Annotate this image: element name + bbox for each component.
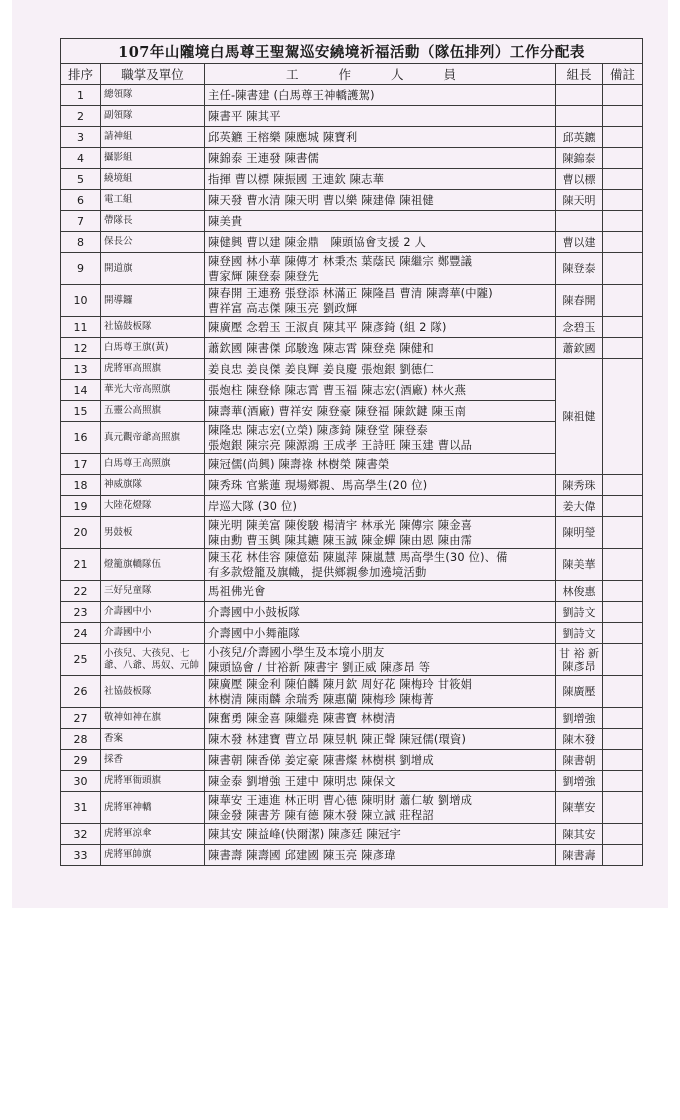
row-unit: 採香	[101, 750, 205, 771]
row-staff	[205, 454, 556, 475]
table-row	[61, 549, 643, 581]
staff-line: 陳金發 陳書芳 陳有德 陳木發 陳立誠 莊程詔	[208, 808, 434, 822]
table-row	[61, 475, 643, 496]
row-staff	[205, 549, 556, 581]
table-row	[61, 676, 643, 708]
row-order: 2	[61, 106, 101, 127]
row-unit: 副領隊	[101, 106, 205, 127]
row-note	[603, 338, 643, 359]
row-staff	[205, 127, 556, 148]
row-staff	[205, 232, 556, 253]
table-row	[61, 253, 643, 285]
row-unit: 虎將軍帥旗	[101, 845, 205, 866]
row-note	[603, 127, 643, 148]
row-leader: 陳其安	[556, 824, 603, 845]
table-row	[61, 517, 643, 549]
row-note	[603, 190, 643, 211]
row-unit: 三好兒童隊	[101, 581, 205, 602]
table-row	[61, 232, 643, 253]
row-unit: 真元觀帝爺高照旗	[101, 422, 205, 454]
staff-line: 主任-陳書建 (白馬尊王神轎護駕)	[208, 88, 375, 102]
row-order: 27	[61, 708, 101, 729]
staff-line: 邱英鑣 王榕樂 陳應城 陳寶利	[208, 130, 358, 144]
table-row	[61, 401, 643, 422]
staff-line: 陳玉花 林佳容 陳億茹 陳嵐萍 陳嵐慧 馬高學生(30 位)、備	[208, 550, 508, 564]
header-leader: 組長	[556, 64, 603, 85]
row-note	[603, 549, 643, 581]
row-note	[603, 750, 643, 771]
table-row	[61, 581, 643, 602]
row-leader: 劉詩文	[556, 623, 603, 644]
table-row	[61, 644, 643, 676]
row-leader: 劉詩文	[556, 602, 603, 623]
row-unit: 男鼓板	[101, 517, 205, 549]
staff-line: 陳錦泰 王連發 陳書儒	[208, 151, 320, 165]
row-note	[603, 845, 643, 866]
row-order: 20	[61, 517, 101, 549]
table-row	[61, 422, 643, 454]
staff-line: 陳廣壓 念碧玉 王淑貞 陳其平 陳彥錡 (組 2 隊)	[208, 320, 447, 334]
table-row	[61, 85, 643, 106]
row-unit: 大陸花燈隊	[101, 496, 205, 517]
row-note	[603, 169, 643, 190]
document-sheet	[12, 0, 668, 908]
row-note	[603, 729, 643, 750]
header-unit: 職掌及單位	[101, 64, 205, 85]
header-order: 排序	[61, 64, 101, 85]
row-unit: 白馬尊王旗(黃)	[101, 338, 205, 359]
row-leader: 陳華安	[556, 792, 603, 824]
row-staff	[205, 581, 556, 602]
row-unit: 虎將軍高照旗	[101, 359, 205, 380]
table-row	[61, 845, 643, 866]
staff-line: 岸巡大隊 (30 位)	[208, 499, 298, 513]
staff-line: 陳秀珠 官紫蓮 現場鄉親、馬高學生(20 位)	[208, 478, 428, 492]
row-leader: 蕭欽國	[556, 338, 603, 359]
table-row	[61, 771, 643, 792]
row-note	[603, 211, 643, 232]
staff-line: 曹祥富 高志傑 陳玉亮 劉政輝	[208, 301, 358, 315]
row-order: 12	[61, 338, 101, 359]
row-unit: 虎將軍衙頭旗	[101, 771, 205, 792]
row-note	[603, 475, 643, 496]
row-note	[603, 148, 643, 169]
table-row	[61, 285, 643, 317]
staff-line: 陳健興 曹以建 陳金鼎 陳頭協會支援 2 人	[208, 235, 426, 249]
row-order: 28	[61, 729, 101, 750]
row-staff	[205, 729, 556, 750]
row-note	[603, 581, 643, 602]
row-staff	[205, 359, 556, 380]
row-note	[603, 232, 643, 253]
row-unit: 開道旗	[101, 253, 205, 285]
row-note	[603, 496, 643, 517]
row-unit: 帶隊長	[101, 211, 205, 232]
staff-line: 指揮 曹以標 陳振國 王連欽 陳志華	[208, 172, 385, 186]
staff-line: 陳壽華(酒廠) 曹祥安 陳登豪 陳登福 陳欽鍵 陳玉南	[208, 404, 467, 418]
row-order: 14	[61, 380, 101, 401]
table-row	[61, 824, 643, 845]
row-order: 19	[61, 496, 101, 517]
row-leader: 陳書朝	[556, 750, 603, 771]
row-note	[603, 824, 643, 845]
row-staff	[205, 401, 556, 422]
table-body	[61, 85, 643, 866]
staff-line: 陳光明 陳美富 陳俊駿 楊清宇 林承光 陳傳宗 陳金喜	[208, 518, 473, 532]
staff-line: 陳隆忠 陳志宏(立榮) 陳彥錡 陳登堂 陳登泰	[208, 423, 428, 437]
row-leader: 陳錦泰	[556, 148, 603, 169]
table-row	[61, 190, 643, 211]
staff-line: 林樹清 陳雨麟 余瑞秀 陳惠蘭 陳梅珍 陳梅菁	[208, 692, 434, 706]
row-leader: 陳春開	[556, 285, 603, 317]
row-staff	[205, 676, 556, 708]
table-row	[61, 338, 643, 359]
staff-line: 張炮柱 陳登條 陳志霄 曹玉福 陳志宏(酒廠) 林火燕	[208, 383, 467, 397]
row-note	[603, 106, 643, 127]
staff-line: 陳木發 林建寶 曹立昂 陳昱帆 陳正聲 陳冠儒(環資)	[208, 732, 467, 746]
staff-line: 有多款燈籠及旗幟，提供鄉親參加遶境活動	[208, 565, 427, 579]
row-unit: 虎將軍涼傘	[101, 824, 205, 845]
staff-line: 陳奮勇 陳金喜 陳繼堯 陳書寶 林樹清	[208, 711, 396, 725]
row-order: 31	[61, 792, 101, 824]
row-leader: 陳秀珠	[556, 475, 603, 496]
table-row	[61, 359, 643, 380]
row-staff	[205, 253, 556, 285]
row-staff	[205, 496, 556, 517]
row-leader	[556, 85, 603, 106]
row-staff	[205, 771, 556, 792]
row-staff	[205, 422, 556, 454]
row-order: 3	[61, 127, 101, 148]
row-unit: 神威旗隊	[101, 475, 205, 496]
row-unit: 攝影組	[101, 148, 205, 169]
staff-line: 陳頭協會 / 甘裕新 陳書宇 劉正威 陳彥昂 等	[208, 660, 431, 674]
row-order: 8	[61, 232, 101, 253]
row-leader: 陳祖健	[556, 359, 603, 475]
row-note	[603, 644, 643, 676]
row-staff	[205, 750, 556, 771]
row-order: 15	[61, 401, 101, 422]
row-staff	[205, 85, 556, 106]
row-unit: 繞境組	[101, 169, 205, 190]
row-unit: 介壽國中小	[101, 623, 205, 644]
row-staff	[205, 602, 556, 623]
row-note	[603, 708, 643, 729]
row-order: 22	[61, 581, 101, 602]
row-order: 6	[61, 190, 101, 211]
row-order: 29	[61, 750, 101, 771]
staff-line: 陳其安 陳益峰(快爾潔) 陳彥廷 陳冠宇	[208, 827, 402, 841]
header-staff: 工 作 人 員	[205, 64, 556, 85]
row-order: 21	[61, 549, 101, 581]
row-order: 1	[61, 85, 101, 106]
row-leader: 林俊惠	[556, 581, 603, 602]
staff-line: 陳廣壓 陳金利 陳伯麟 陳月欽 周好花 陳梅玲 甘筱娟	[208, 677, 473, 691]
table-row	[61, 106, 643, 127]
row-staff	[205, 708, 556, 729]
staff-line: 陳書朝 陳香俤 姜定豪 陳書燦 林樹棋 劉增成	[208, 753, 434, 767]
row-note	[603, 253, 643, 285]
row-staff	[205, 623, 556, 644]
row-staff	[205, 792, 556, 824]
row-leader: 陳書壽	[556, 845, 603, 866]
staff-line: 陳登國 林小華 陳傳才 林秉杰 葉蔭民 陳繼宗 鄭豐議	[208, 254, 473, 268]
row-order: 24	[61, 623, 101, 644]
table-row	[61, 380, 643, 401]
assignment-table	[60, 38, 643, 866]
row-unit: 燈籠旗轎隊伍	[101, 549, 205, 581]
row-leader: 邱英鑣	[556, 127, 603, 148]
row-order: 5	[61, 169, 101, 190]
row-unit: 小孩兒、大孩兒、七爺、八爺、馬奴、元帥	[101, 644, 205, 676]
row-leader: 陳天明	[556, 190, 603, 211]
row-unit: 敬神如神在旗	[101, 708, 205, 729]
row-unit: 保長公	[101, 232, 205, 253]
table-row	[61, 169, 643, 190]
row-leader: 陳美華	[556, 549, 603, 581]
table-row	[61, 750, 643, 771]
row-note	[603, 771, 643, 792]
row-note	[603, 676, 643, 708]
table-row	[61, 602, 643, 623]
row-staff	[205, 845, 556, 866]
staff-line: 張炮銀 陳宗亮 陳源鴻 王成孝 王詩旺 陳玉建 曹以品	[208, 438, 473, 452]
row-staff	[205, 317, 556, 338]
row-leader: 陳廣壓	[556, 676, 603, 708]
table-row	[61, 708, 643, 729]
row-leader	[556, 211, 603, 232]
row-unit: 虎將軍神轎	[101, 792, 205, 824]
row-staff	[205, 338, 556, 359]
row-leader: 曹以建	[556, 232, 603, 253]
row-note	[603, 792, 643, 824]
row-order: 7	[61, 211, 101, 232]
row-staff	[205, 169, 556, 190]
header-note: 備註	[603, 64, 643, 85]
staff-line: 小孩兒/介壽國小學生及本境小朋友	[208, 645, 385, 659]
row-staff	[205, 824, 556, 845]
staff-line: 陳書壽 陳壽國 邱建國 陳玉亮 陳彥瑋	[208, 848, 396, 862]
row-note	[603, 85, 643, 106]
row-leader: 劉增強	[556, 771, 603, 792]
table-row	[61, 148, 643, 169]
document-title: 107年山隴境白馬尊王聖駕巡安繞境祈福活動（隊伍排列）工作分配表	[61, 39, 643, 64]
row-staff	[205, 517, 556, 549]
row-order: 11	[61, 317, 101, 338]
row-note	[603, 623, 643, 644]
row-order: 32	[61, 824, 101, 845]
row-leader	[556, 106, 603, 127]
row-order: 23	[61, 602, 101, 623]
row-unit: 五靈公高照旗	[101, 401, 205, 422]
row-order: 10	[61, 285, 101, 317]
row-note	[603, 285, 643, 317]
table-row	[61, 211, 643, 232]
row-staff	[205, 475, 556, 496]
row-leader: 陳登泰	[556, 253, 603, 285]
table-row	[61, 792, 643, 824]
staff-line: 介壽國中小鼓板隊	[208, 605, 300, 619]
staff-line: 姜良忠 姜良傑 姜良輝 姜良慶 張炮銀 劉德仁	[208, 362, 434, 376]
staff-line: 陳金泰 劉增強 王建中 陳明忠 陳保文	[208, 774, 396, 788]
row-note	[603, 317, 643, 338]
staff-line: 曹家輝 陳登泰 陳登先	[208, 269, 320, 283]
staff-line: 介壽國中小舞龍隊	[208, 626, 300, 640]
row-order: 33	[61, 845, 101, 866]
row-leader: 陳明瑩	[556, 517, 603, 549]
row-unit: 社協鼓板隊	[101, 317, 205, 338]
row-note	[603, 517, 643, 549]
row-order: 30	[61, 771, 101, 792]
row-staff	[205, 106, 556, 127]
staff-line: 陳美貴	[208, 214, 243, 228]
table-row	[61, 729, 643, 750]
row-unit: 總領隊	[101, 85, 205, 106]
row-unit: 電工組	[101, 190, 205, 211]
table-row	[61, 623, 643, 644]
staff-line: 陳華安 王連進 林正明 曹心德 陳明財 蕭仁敏 劉增成	[208, 793, 473, 807]
staff-line: 陳由勳 曹玉興 陳其鑣 陳玉誠 陳金蟬 陳由恩 陳由霈	[208, 533, 473, 547]
row-leader: 劉增強	[556, 708, 603, 729]
row-unit: 香案	[101, 729, 205, 750]
row-staff	[205, 644, 556, 676]
row-leader: 念碧玉	[556, 317, 603, 338]
row-unit: 華光大帝高照旗	[101, 380, 205, 401]
row-staff	[205, 148, 556, 169]
row-order: 9	[61, 253, 101, 285]
row-unit: 請神組	[101, 127, 205, 148]
row-note	[603, 359, 643, 475]
row-order: 16	[61, 422, 101, 454]
staff-line: 陳天發 曹水清 陳天明 曹以樂 陳建偉 陳祖健	[208, 193, 434, 207]
row-order: 26	[61, 676, 101, 708]
row-staff	[205, 190, 556, 211]
staff-line: 馬祖佛光會	[208, 584, 266, 598]
row-leader: 曹以標	[556, 169, 603, 190]
row-unit: 社協鼓板隊	[101, 676, 205, 708]
row-order: 18	[61, 475, 101, 496]
table-row	[61, 496, 643, 517]
table-row	[61, 127, 643, 148]
row-staff	[205, 380, 556, 401]
row-leader: 姜大偉	[556, 496, 603, 517]
row-unit: 白馬尊王高照旗	[101, 454, 205, 475]
row-order: 13	[61, 359, 101, 380]
row-order: 17	[61, 454, 101, 475]
row-note	[603, 602, 643, 623]
row-order: 25	[61, 644, 101, 676]
row-unit: 開導鑼	[101, 285, 205, 317]
staff-line: 陳春開 王連務 張登添 林滿正 陳隆昌 曹清 陳壽華(中隴)	[208, 286, 493, 300]
row-leader: 陳木發	[556, 729, 603, 750]
row-staff	[205, 285, 556, 317]
row-staff	[205, 211, 556, 232]
staff-line: 蕭欽國 陳書傑 邱駿逸 陳志霄 陳登堯 陳健和	[208, 341, 434, 355]
row-leader: 甘 裕 新 陳彥昂	[556, 644, 603, 676]
table-row	[61, 454, 643, 475]
row-order: 4	[61, 148, 101, 169]
staff-line: 陳書平 陳其平	[208, 109, 281, 123]
staff-line: 陳冠儒(尚興) 陳壽祿 林樹榮 陳書榮	[208, 457, 390, 471]
row-unit: 介壽國中小	[101, 602, 205, 623]
table-row	[61, 317, 643, 338]
